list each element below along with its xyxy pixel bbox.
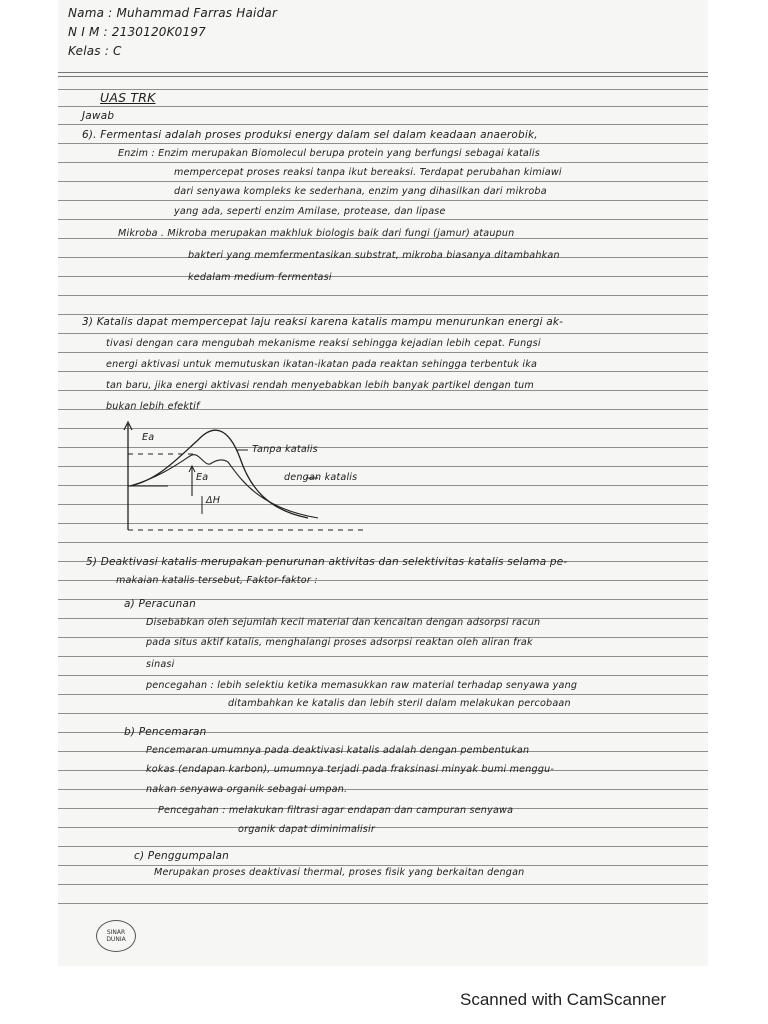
q3-line: 3) Katalis dapat mempercepat laju reaksi karena katalis mampu menurunkan energi ak-: [82, 316, 564, 328]
q6-line: 6). Fermentasi adalah proses produksi energy dalam sel dalam keadaan anaerobik,: [82, 129, 538, 141]
q5a-line: sinasi: [146, 659, 175, 670]
ruled-line: [58, 656, 708, 657]
ruled-line: [58, 200, 708, 201]
q5b-prevention: Pencegahan : melakukan filtrasi agar endapan dan campuran senyawa: [158, 805, 514, 816]
q5a-prevention: ditambahkan ke katalis dan lebih steril dalam melakukan percobaan: [228, 698, 571, 709]
student-nim: N I M : 2130120K0197: [68, 25, 207, 39]
ruled-line: [58, 295, 708, 296]
ruled-line: [58, 276, 708, 277]
student-class: Kelas : C: [68, 44, 122, 58]
ruled-line: [58, 72, 708, 77]
diagram-label-ea-catalyzed: Ea: [196, 472, 209, 483]
notebook-page: [58, 0, 708, 966]
ruled-line: [58, 542, 708, 543]
ruled-line: [58, 903, 708, 904]
q6-line: yang ada, seperti enzim Amilase, protease, dan lipase: [174, 206, 446, 217]
q5a-line: Disebabkan oleh sejumlah kecil material dan kencaitan dengan adsorpsi racun: [146, 617, 541, 628]
ruled-line: [58, 333, 708, 334]
exam-title: UAS TRK: [100, 90, 156, 105]
ruled-line: [58, 181, 708, 182]
diagram-label-delta-h: ΔH: [206, 495, 221, 506]
q3-line: bukan lebih efektif: [106, 401, 200, 412]
q6-line: bakteri yang memfermentasikan substrat, mikroba biasanya ditambahkan: [188, 250, 560, 261]
ruled-line: [58, 162, 708, 163]
q5a-prevention: pencegahan : lebih selektiu ketika memasukkan raw material terhadap senyawa yang: [146, 680, 578, 691]
diagram-label-ea-top: Ea: [142, 432, 155, 443]
ruled-line: [58, 143, 708, 144]
logo-text: DUNIA: [106, 936, 126, 943]
ruled-line: [58, 675, 708, 676]
q6-line: Mikroba . Mikroba merupakan makhluk biologis baik dari fungi (jamur) ataupun: [118, 228, 515, 239]
ruled-line: [58, 865, 708, 866]
ruled-line: [58, 219, 708, 220]
ruled-line: [58, 124, 708, 125]
q5a-line: pada situs aktif katalis, menghalangi proses adsorpsi reaktan oleh aliran frak: [146, 637, 533, 648]
ruled-line: [58, 846, 708, 847]
student-name: Nama : Muhammad Farras Haidar: [68, 6, 278, 20]
q3-line: tan baru, jika energi aktivasi rendah menyebabkan lebih banyak partikel dengan tum: [106, 380, 534, 391]
ruled-line: [58, 884, 708, 885]
answer-heading: Jawab: [82, 110, 115, 122]
diagram-label-uncatalyzed: Tanpa katalis: [252, 444, 318, 455]
q5-line: makaian katalis tersebut, Faktor-faktor :: [116, 575, 318, 586]
q5b-line: nakan senyawa organik sebagai umpan.: [146, 784, 348, 795]
ruled-line: [58, 694, 708, 695]
q5-subheading-a: a) Peracunan: [124, 598, 196, 610]
q5-subheading-c: c) Penggumpalan: [134, 850, 229, 862]
q5b-line: kokas (endapan karbon), umumnya terjadi pada fraksinasi minyak bumi menggu-: [146, 764, 555, 775]
scanner-watermark: Scanned with CamScanner: [460, 990, 667, 1009]
q5-line: 5) Deaktivasi katalis merupakan penurunan aktivitas dan selektivitas katalis selama pe-: [86, 556, 568, 568]
q5c-line: Merupakan proses deaktivasi thermal, proses fisik yang berkaitan dengan: [154, 867, 525, 878]
logo-text: SINAR: [106, 929, 126, 936]
q6-line: Enzim : Enzim merupakan Biomolecul berupa protein yang berfungsi sebagai katalis: [118, 148, 540, 159]
q6-line: kedalam medium fermentasi: [188, 272, 332, 283]
ruled-line: [58, 371, 708, 372]
ruled-line: [58, 314, 708, 315]
ruled-line: [58, 827, 708, 828]
diagram-label-catalyzed: dengan katalis: [284, 472, 358, 483]
q5b-line: Pencemaran umumnya pada deaktivasi katalis adalah dengan pembentukan: [146, 745, 530, 756]
q6-line: dari senyawa kompleks ke sederhana, enzim yang dihasilkan dari mikroba: [174, 186, 547, 197]
q3-line: tivasi dengan cara mengubah mekanisme reaksi sehingga kejadian lebih cepat. Fungsi: [106, 338, 541, 349]
energy-profile-diagram: [118, 418, 438, 534]
q5-subheading-b: b) Pencemaran: [124, 726, 207, 738]
q5b-prevention: organik dapat diminimalisir: [238, 824, 375, 835]
ruled-line: [58, 106, 708, 107]
q6-line: mempercepat proses reaksi tanpa ikut bereaksi. Terdapat perubahan kimiawi: [174, 167, 562, 178]
ruled-line: [58, 713, 708, 714]
sinar-dunia-logo: [96, 920, 136, 952]
ruled-line: [58, 352, 708, 353]
q3-line: energi aktivasi untuk memutuskan ikatan-ikatan pada reaktan sehingga terbentuk ika: [106, 359, 538, 370]
